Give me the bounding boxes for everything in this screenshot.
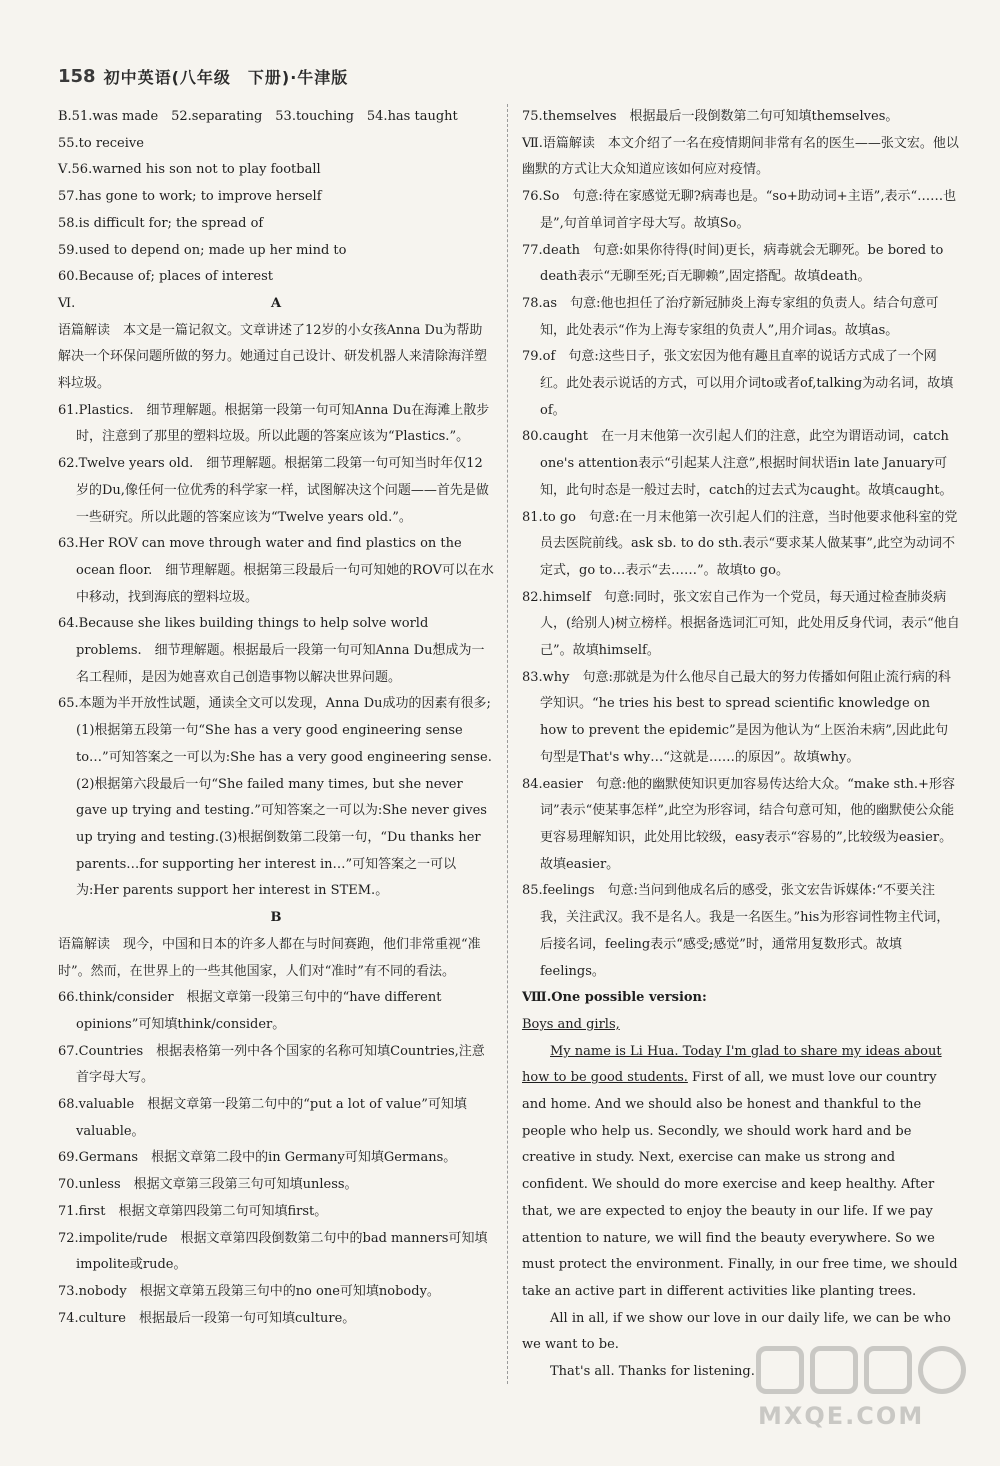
answer-item: 77.death 句意:如果你待得(时间)更长，病毒就会无聊死。be bored to death表示“无聊至死;百无聊赖”,固定搭配。故填death。	[522, 242, 944, 285]
answer-item: 67.Countries 根据表格第一列中各个国家的名称可知填Countries,注意首字母大写。	[58, 1043, 485, 1086]
answer-item: 68.valuable 根据文章第一段第二句中的“put a lot of value”可知填valuable。	[58, 1097, 467, 1139]
passage-analysis: Ⅶ.语篇解读 本文介绍了一名在疫情期间非常有名的医生——张文宏。他以幽默的方式让大众知道应该如何应对疫情。	[522, 135, 959, 178]
passage-analysis: 语篇解读 本文是一篇记叙文。文章讲述了12岁的小女孩Anna Du为帮助解决一个环保问题所做的努力。她通过自己设计、研发机器人来清除海洋塑料垃圾。	[58, 322, 488, 392]
answer-item: 75.themselves 根据最后一段倒数第二句可知填themselves。	[522, 109, 899, 124]
answer-line: 57.has gone to work; to improve herself	[58, 189, 322, 205]
answer-item: 64.Because she likes building things to help solve world problems. 细节理解题。根据最后一段第一句可知Anna Du想成为一名工程师，是因为她喜欢自己创造事物以解决世界问题。	[58, 616, 485, 685]
page-header	[58, 62, 348, 90]
answer-line: 59.used to depend on; made up her mind to	[58, 242, 347, 258]
section-number: Ⅵ.	[58, 295, 76, 311]
answer-item: 69.Germans 根据文章第二段中的in Germany可知填Germans。	[58, 1150, 457, 1166]
answer-item: 73.nobody 根据文章第五段第三句中的no one可知填nobody。	[58, 1283, 440, 1299]
answer-line: 58.is difficult for; the spread of	[58, 215, 264, 231]
answer-item: 79.of 句意:这些日子，张文宏因为他有趣且直率的说话方式成了一个网红。此处表示说话的方式，可以用介词to或者of,talking为动名词，故填of。	[522, 349, 954, 418]
answer-item: 78.as 句意:他也担任了治疗新冠肺炎上海专家组的负责人。结合句意可知，此处表示“作为上海专家组的负责人”,用介词as。故填as。	[522, 295, 939, 338]
answer-item: 76.So 句意:待在家感觉无聊?病毒也是。“so+助动词+主语”,表示“……也是”,句首单词首字母大写。故填So。	[522, 189, 957, 231]
answer-item: 85.feelings 句意:当问到他成名后的感受，张文宏告诉媒体:“不要关注我，关注武汉。我不是名人。我是一名医生。”his为形容词性物主代词，后接名词，feeling表示“感受;感觉”时，通常用复数形式。故填feelings。	[522, 883, 950, 979]
column-divider	[507, 104, 508, 1384]
answer-item: 63.Her ROV can move through water and find plastics on the ocean floor. 细节理解题。根据第三段最后一句可知她的ROV可以在水中移动，找到海底的塑料垃圾。	[58, 536, 494, 605]
answer-item: 65.本题为半开放性试题，通读全文可以发现，Anna Du成功的因素有很多;(1)根据第五段第一句“She has a very good engineering sense to…”可知答案之一可以为:She has a very good engineering sense.(2)根据第六段最后一句“She failed many times, but she never gave up trying and testing.”可知答案之一可以为:She never gives up trying and testing.(3)根据倒数第二段第一句，“Du thanks her parents…for supporting her interest in…”可知答案之一可以为:Her parents support her interest in STEM.。	[58, 696, 492, 899]
answer-item: 70.unless 根据文章第三段第三句可知填unless。	[58, 1177, 358, 1193]
essay-heading: Ⅷ.One possible version:	[522, 990, 707, 1006]
left-column	[58, 104, 494, 1332]
subsection-b: B	[270, 910, 282, 926]
page-number: 158	[58, 65, 96, 87]
watermark-url: MXQE.COM	[758, 1402, 925, 1430]
section-heading	[58, 291, 494, 318]
answer-line: B.51.was made 52.separating 53.touching 54.has taught	[58, 109, 458, 124]
answer-item: 72.impolite/rude 根据文章第四段倒数第二句中的bad manners可知填impolite或rude。	[58, 1230, 488, 1273]
answer-line: 60.Because of; places of interest	[58, 269, 274, 285]
answer-line: Ⅴ.56.warned his son not to play football	[58, 162, 321, 178]
right-column	[522, 104, 960, 1386]
book-title: 初中英语(八年级 下册)·牛津版	[103, 67, 349, 87]
answer-item: 81.to go 句意:在一月末他第一次引起人们的注意，当时他要求他科室的党员去医院前线。ask sb. to do sth.表示“要求某人做某事”,此空为动词不定式，go to…表示“去……”。故填to go。	[522, 509, 958, 578]
essay-paragraph	[522, 1039, 960, 1306]
answer-item: 84.easier 句意:他的幽默使知识更加容易传达给大众。“make sth.+形容词”表示“使某事怎样”,此空为形容词，结合句意可知，他的幽默使公众能更容易理解知识，此处用比较级，easy表示“容易的”,比较级为easier。故填easier。	[522, 776, 955, 872]
answer-item: 74.culture 根据最后一段第一句可知填culture。	[58, 1310, 356, 1326]
answer-item: 61.Plastics. 细节理解题。根据第一段第一句可知Anna Du在海滩上散步时，注意到了那里的塑料垃圾。所以此题的答案应该为“Plastics.”。	[58, 402, 490, 445]
subsection-a: A	[270, 295, 282, 311]
answer-line: 55.to receive	[58, 135, 144, 151]
essay-underlined-sentence: My name is Li Hua. Today I'm glad to share my ideas about how to be good students.	[522, 1043, 942, 1086]
passage-analysis: 语篇解读 现今，中国和日本的许多人都在与时间赛跑，他们非常重视“准时”。然而，在世界上的一些其他国家，人们对“准时”有不同的看法。	[58, 936, 481, 979]
essay-paragraph: All in all, if we show our love in our daily life, we can be who we want to be.	[522, 1310, 951, 1353]
answer-item: 82.himself 句意:同时，张文宏自己作为一个党员，每天通过检查肺炎病人，(给别人)树立榜样。根据备选词汇可知，此处用反身代词，表示“他自己”。故填himself。	[522, 589, 960, 659]
watermark-logo	[750, 1342, 980, 1432]
watermark-logo-icon	[750, 1342, 980, 1402]
answer-item: 80.caught 在一月末他第一次引起人们的注意，此空为谓语动词，catch one's attention表示“引起某人注意”,根据时间状语in late January可知，此句时态是一般过去时，catch的过去式为caught。故填caught。	[522, 429, 953, 498]
essay-salutation: Boys and girls,	[522, 1016, 620, 1032]
essay-closing: That's all. Thanks for listening.	[550, 1364, 755, 1380]
answer-item: 83.why 句意:那就是为什么他尽自己最大的努力传播如何阻止流行病的科学知识。“he tries his best to spread scientific knowledge on how to prevent the epidemic”是因为他认为“上医治未病”,因此此句句型是That's why…“这就是……的原因”。故填why。	[522, 669, 951, 765]
answer-item: 62.Twelve years old. 细节理解题。根据第二段第一句可知当时年仅12岁的Du,像任何一位优秀的科学家一样，试图解决这个问题——首先是做一些研究。所以此题的答案应该为“Twelve years old.”。	[58, 456, 489, 525]
answer-item: 66.think/consider 根据文章第一段第三句中的“have different opinions”可知填think/consider。	[58, 990, 442, 1032]
essay-body: First of all, we must love our country and home. And we should also be honest and thankful to the people who help us. Secondly, we should work hard and be creative in study. Next, exercise can make us strong and confident. We should do more exercise and keep healthy. After that, we are expected to enjoy the beauty in our life. If we pay attention to nature, we will find the beauty everywhere. So we must protect the environment. Finally, in our free time, we should take an active part in different activities like planting trees.	[522, 1070, 958, 1299]
answer-item: 71.first 根据文章第四段第二句可知填first。	[58, 1203, 328, 1219]
